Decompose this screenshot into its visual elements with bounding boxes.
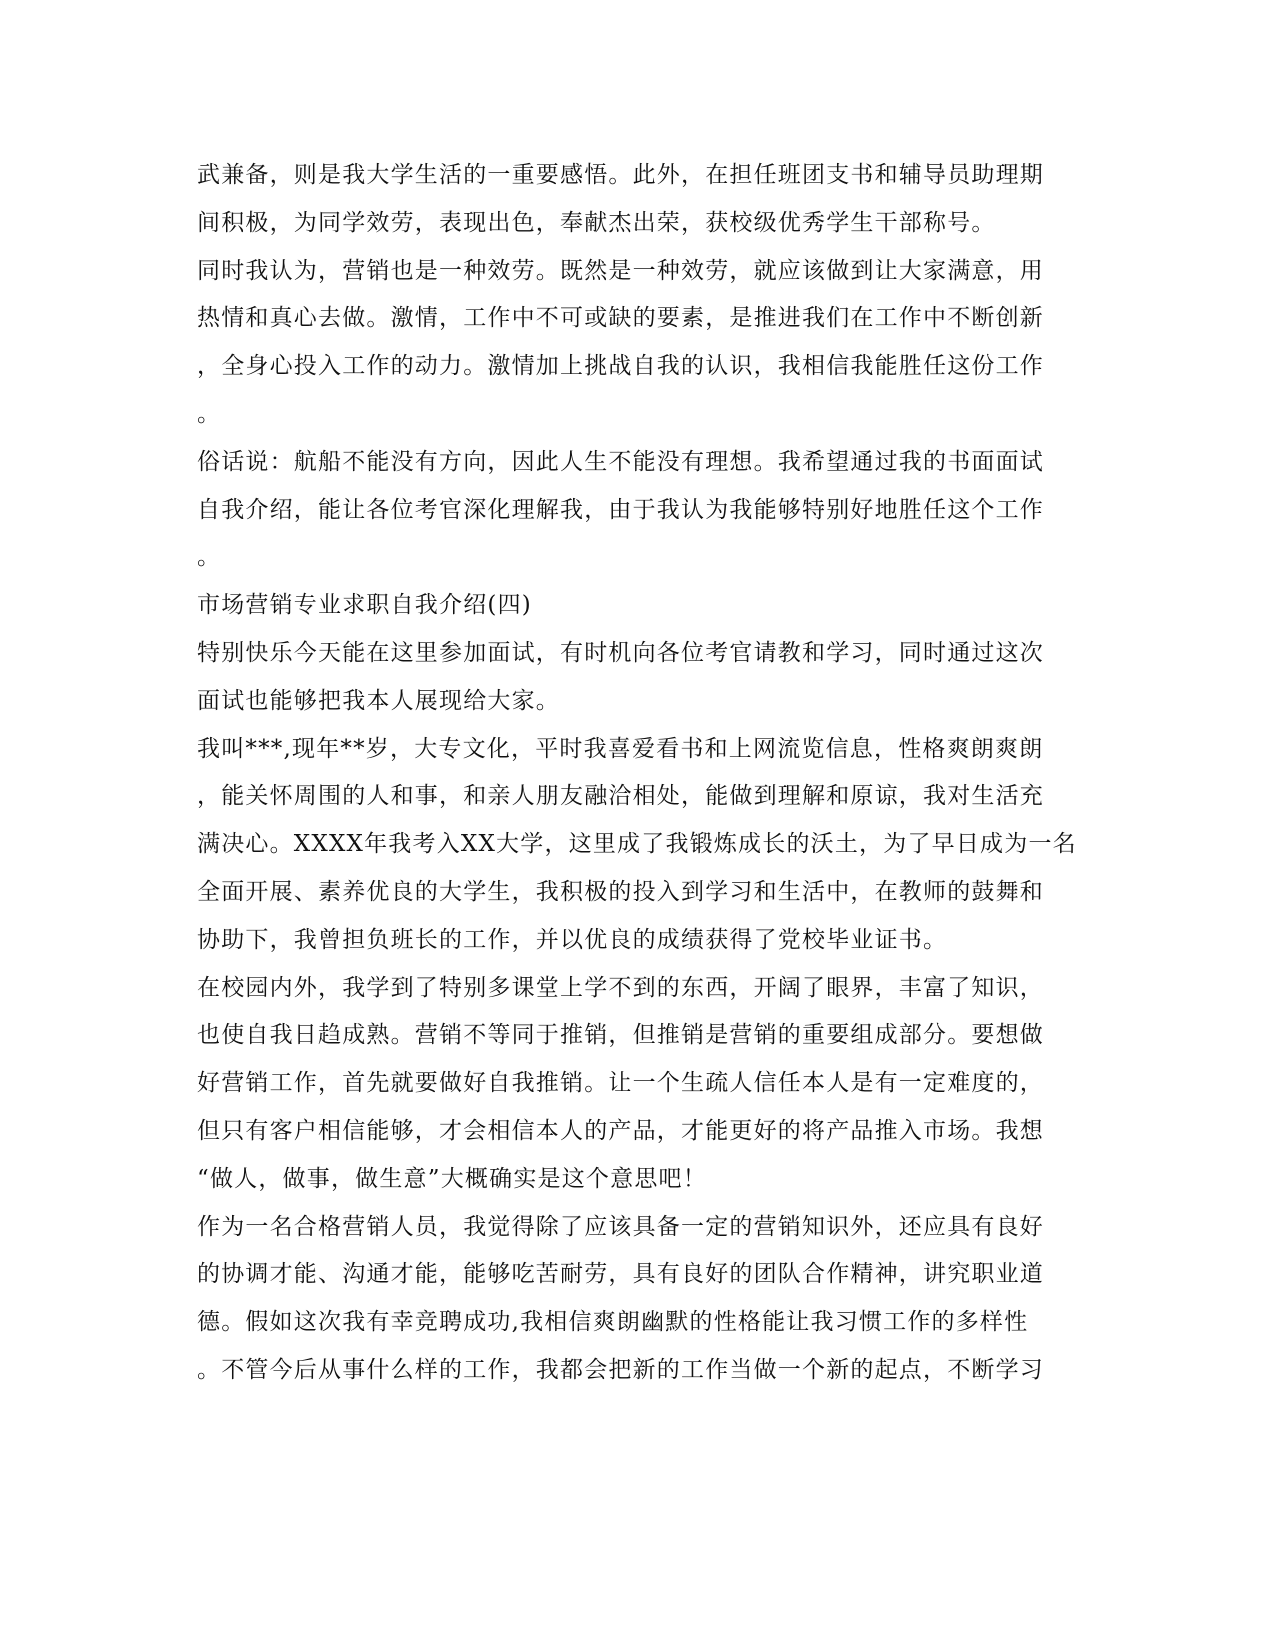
text-line: 间积极，为同学效劳，表现出色，奉献杰出荣，获校级优秀学生干部称号。	[197, 209, 996, 236]
text-line: 。	[197, 400, 222, 427]
text-line: 俗话说：航船不能没有方向，因此人生不能没有理想。我希望通过我的书面面试	[197, 448, 1044, 475]
text-line: 同时我认为，营销也是一种效劳。既然是一种效劳，就应该做到让大家满意，用	[197, 257, 1044, 284]
text-line: ，能关怀周围的人和事，和亲人朋友融洽相处，能做到理解和原谅，我对生活充	[197, 783, 1044, 810]
text-line: 我叫***,现年**岁，大专文化，平时我喜爱看书和上网流览信息，性格爽朗爽朗	[197, 735, 1044, 762]
text-line: 也使自我日趋成熟。营销不等同于推销，但推销是营销的重要组成部分。要想做	[197, 1022, 1044, 1049]
text-line: 武兼备，则是我大学生活的一重要感悟。此外，在担任班团支书和辅导员助理期	[197, 162, 1044, 188]
text-line: 全面开展、素养优良的大学生，我积极的投入到学习和生活中，在教师的鼓舞和	[197, 878, 1044, 905]
text-line: ，全身心投入工作的动力。激情加上挑战自我的认识，我相信我能胜任这份工作	[197, 353, 1044, 380]
text-line: 协助下，我曾担负班长的工作，并以优良的成绩获得了党校毕业证书。	[197, 926, 948, 953]
text-line: 作为一名合格营销人员，我觉得除了应该具备一定的营销知识外，还应具有良好	[197, 1213, 1044, 1240]
text-line: 的协调才能、沟通才能，能够吃苦耐劳，具有良好的团队合作精神，讲究职业道	[197, 1261, 1044, 1288]
text-line: 德。假如这次我有幸竞聘成功,我相信爽朗幽默的性格能让我习惯工作的多样性	[197, 1309, 1029, 1336]
text-line: 特别快乐今天能在这里参加面试，有时机向各位考官请教和学习，同时通过这次	[197, 639, 1044, 666]
text-line: 。不管今后从事什么样的工作，我都会把新的工作当做一个新的起点，不断学习	[197, 1356, 1044, 1383]
text-line: 在校园内外，我学到了特别多课堂上学不到的东西，开阔了眼界，丰富了知识，	[197, 974, 1044, 1001]
text-line: 但只有客户相信能够，才会相信本人的产品，才能更好的将产品推入市场。我想	[197, 1117, 1044, 1144]
text-line: 面试也能够把我本人展现给大家。	[197, 687, 560, 714]
text-line: 热情和真心去做。激情，工作中不可或缺的要素，是推进我们在工作中不断创新	[197, 305, 1044, 332]
text-line: 。	[197, 544, 222, 571]
text-line: “做人，做事，做生意”大概确实是这个意思吧！	[197, 1165, 707, 1192]
text-line: 好营销工作，首先就要做好自我推销。让一个生疏人信任本人是有一定难度的，	[197, 1070, 1044, 1097]
section-heading: 市场营销专业求职自我介绍(四)	[197, 592, 532, 619]
text-line: 满决心。XXXX年我考入XX大学，这里成了我锻炼成长的沃土，为了早日成为一名	[197, 831, 1077, 858]
body-text	[197, 152, 1077, 1395]
text-line: 自我介绍，能让各位考官深化理解我，由于我认为我能够特别好地胜任这个工作	[197, 496, 1044, 523]
